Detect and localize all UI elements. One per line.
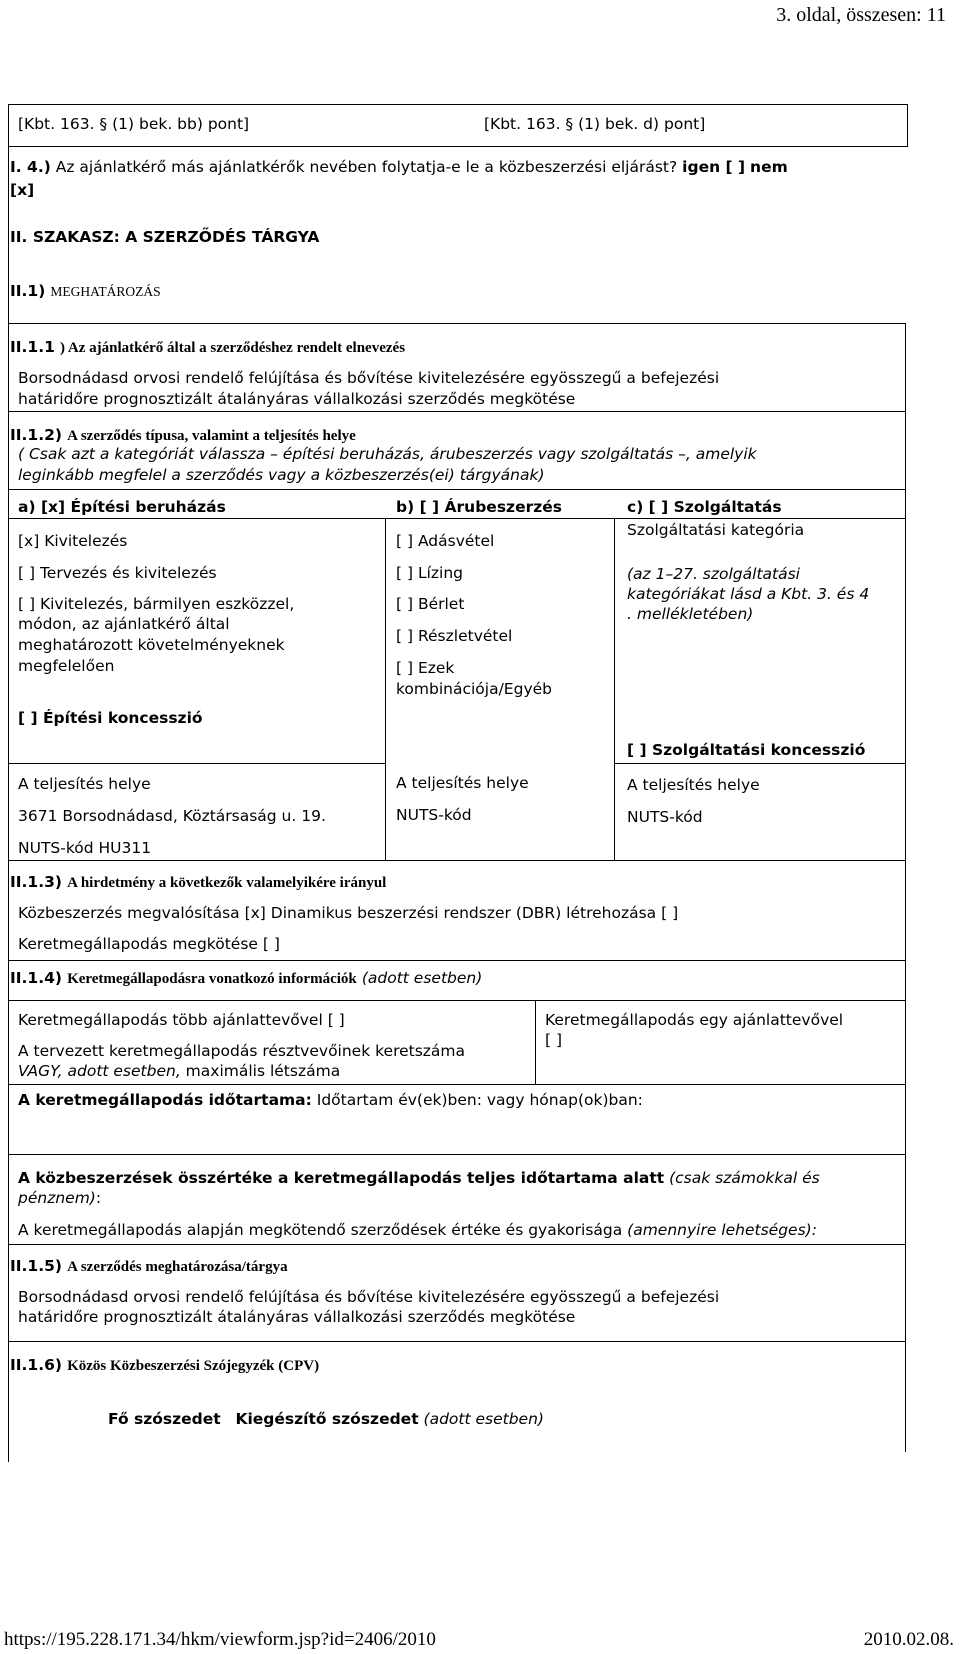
ii14-heading — [10, 968, 482, 989]
row-line-ii15 — [8, 1244, 906, 1245]
col-a-concession: [ ] Építési koncesszió — [18, 709, 203, 727]
col-a-place-label: A teljesítés helye — [18, 775, 151, 793]
col-b-item-4: [ ] Részletvétel — [396, 627, 513, 645]
ii14-title-note: (adott esetben) — [361, 969, 483, 987]
row-line-ii16 — [8, 1341, 906, 1342]
ii12-title: A szerződés típusa, valamint a teljesítés helye — [67, 428, 356, 444]
ii12-num: II.1.2) — [10, 426, 62, 444]
i4-no-box: [x] — [10, 181, 35, 199]
ii16-cpv-row — [108, 1409, 544, 1430]
ii16-title: Közös Közbeszerzési Szójegyzék (CPV) — [67, 1358, 320, 1374]
ii15-line1: Borsodnádasd orvosi rendelő felújítása és bővítése kivitelezésére egyösszegű a befejezési — [18, 1288, 720, 1306]
ii16-heading — [10, 1355, 319, 1376]
section2-title: II. SZAKASZ: A SZERZŐDÉS TÁRGYA — [10, 228, 320, 246]
col-b-head: b) [ ] Árubeszerzés — [396, 498, 562, 516]
ii14-duration-bold: A keretmegállapodás időtartama: — [18, 1091, 312, 1109]
col-a-place-line — [8, 763, 386, 764]
ii14-total-note2: pénznem) — [18, 1189, 96, 1207]
ii11-line2: határidőre prognosztizált átalányáras vállalkozási szerződés megkötése — [18, 390, 576, 408]
i4-label: I. 4.) — [10, 158, 51, 176]
ii13-line1: Közbeszerzés megvalósítása [x] Dinamikus beszerzési rendszer (DBR) létrehozása [ ] — [18, 904, 679, 922]
i4-no: nem — [750, 158, 788, 176]
i4-line1 — [10, 157, 788, 178]
col-c-place-line — [614, 763, 906, 764]
ii12-note1: ( Csak azt a kategóriát válassza – építési beruházás, árubeszerzés vagy szolgáltatás –, amelyik — [18, 445, 757, 463]
ii1-num: II.1) — [10, 282, 46, 300]
row-line-ii14-duration — [8, 1084, 906, 1085]
ii15-num: II.1.5) — [10, 1257, 62, 1275]
ii14-value-text: A keretmegállapodás alapján megkötendő szerződések értéke és gyakorisága — [18, 1221, 623, 1239]
col-c-nuts: NUTS-kód — [627, 808, 703, 826]
ii12-heading — [10, 425, 356, 446]
ii14-single-2: [ ] — [545, 1031, 563, 1049]
ii14-total-2 — [18, 1188, 101, 1209]
col-a-item-1: [x] Kivitelezés — [18, 532, 128, 550]
ii14-adott: , adott esetben, — [57, 1062, 181, 1080]
ii1-heading — [10, 281, 161, 302]
ii16-extra: Kiegészítő szószedet — [235, 1410, 419, 1428]
row-line-ii13 — [8, 860, 906, 861]
col-a-item-3: [ ] Kivitelezés, bármilyen eszközzel, — [18, 595, 295, 613]
col-c-head: c) [ ] Szolgáltatás — [627, 498, 782, 516]
ii13-num: II.1.3) — [10, 873, 62, 891]
ii14-duration — [18, 1090, 643, 1111]
ii12-note2: leginkább megfelel a szerződés vagy a közbeszerzés(ei) tárgyának) — [18, 466, 545, 484]
ii14-duration-rest: Időtartam év(ek)ben: vagy hónap(ok)ban: — [311, 1091, 643, 1109]
footer-url: https://195.228.171.34/hkm/viewform.jsp?id=2406/2010 — [4, 1629, 436, 1650]
ii14-participants-2 — [18, 1061, 340, 1082]
ii14-total-colon: : — [95, 1189, 102, 1207]
col-a-place-value: 3671 Borsodnádasd, Köztársaság u. 19. — [18, 807, 326, 825]
ii14-single-1: Keretmegállapodás egy ajánlattevővel — [545, 1011, 844, 1029]
col-a-nuts: NUTS-kód HU311 — [18, 839, 152, 857]
col-c-cat-note-1: (az 1–27. szolgáltatási — [627, 565, 800, 583]
row-line-categories — [8, 489, 906, 490]
ii14-total-1 — [18, 1168, 820, 1189]
row-line-ii11 — [8, 323, 906, 324]
col-a-item-6: megfelelően — [18, 657, 115, 675]
ref-right: [Kbt. 163. § (1) bek. d) pont] — [484, 115, 706, 133]
col-sep-bc — [614, 518, 615, 860]
ii14-multi: Keretmegállapodás több ajánlattevővel [ ] — [18, 1011, 345, 1029]
ii15-heading — [10, 1256, 288, 1277]
col-c-place-label: A teljesítés helye — [627, 776, 760, 794]
col-a-item-2: [ ] Tervezés és kivitelezés — [18, 564, 217, 582]
col-c-cat-note-3: . mellékletében) — [627, 605, 754, 623]
col-c-category: Szolgáltatási kategória — [627, 521, 805, 539]
row-line-ii12 — [8, 411, 906, 412]
ii11-title: ) Az ajánlatkérő által a szerződéshez rendelt elnevezés — [59, 340, 406, 356]
row-line-ii14-total — [8, 1154, 906, 1155]
page-indicator: 3. oldal, összesen: 11 — [776, 4, 946, 26]
col-a-item-5: meghatározott követelményeknek — [18, 636, 285, 654]
ii16-num: II.1.6) — [10, 1356, 62, 1374]
col-a-head: a) [x] Építési beruházás — [18, 498, 226, 516]
col-b-nuts: NUTS-kód — [396, 806, 472, 824]
row-line-col-heads — [8, 518, 906, 519]
col-b-item-2: [ ] Lízing — [396, 564, 463, 582]
ii14-total-note1: (csak számokkal és — [664, 1169, 820, 1187]
row-line-ii14-table — [8, 1000, 906, 1001]
col-b-item-6: kombinációja/Egyéb — [396, 680, 552, 698]
ii11-line1: Borsodnádasd orvosi rendelő felújítása és bővítése kivitelezésére egyösszegű a befejezési — [18, 369, 720, 387]
ii13-heading — [10, 872, 386, 893]
ii15-title: A szerződés meghatározása/tárgya — [67, 1259, 288, 1275]
col-a-item-4: módon, az ajánlatkérő által — [18, 615, 230, 633]
ii14-max: maximális létszáma — [180, 1062, 341, 1080]
ii13-title: A hirdetmény a következők valamelyikére irányul — [67, 875, 387, 891]
frame-right-line-1 — [907, 104, 908, 146]
ii14-total-bold: A közbeszerzések összértéke a keretmegállapodás teljes időtartama alatt — [18, 1169, 665, 1187]
col-b-item-5: [ ] Ezek — [396, 659, 455, 677]
row-line-refs — [8, 146, 908, 147]
frame-left-line — [8, 104, 9, 1462]
ii11-heading — [10, 337, 405, 358]
col-c-cat-note-2: kategóriákat lásd a Kbt. 3. és 4 — [627, 585, 870, 603]
ii1-title: MEGHATÁROZÁS — [50, 284, 161, 299]
ii16-extra-note: (adott esetben) — [418, 1410, 544, 1428]
footer-date: 2010.02.08. — [863, 1629, 954, 1650]
ii14-num: II.1.4) — [10, 969, 62, 987]
ii13-line2: Keretmegállapodás megkötése [ ] — [18, 935, 280, 953]
col-b-place-label: A teljesítés helye — [396, 774, 529, 792]
col-b-item-3: [ ] Bérlet — [396, 595, 465, 613]
frame-top-line — [8, 104, 908, 105]
frame-right-line-2 — [905, 323, 906, 1452]
ii14-value — [18, 1220, 817, 1241]
col-sep-ab — [385, 518, 386, 860]
ref-left: [Kbt. 163. § (1) bek. bb) pont] — [18, 115, 250, 133]
ii11-num: II.1.1 — [10, 338, 55, 356]
i4-yes: igen [ ] — [682, 158, 746, 176]
ii14-value-note: (amennyire lehetséges): — [622, 1221, 817, 1239]
ii16-main: Fő szószedet — [108, 1410, 221, 1428]
ii14-participants-1: A tervezett keretmegállapodás résztvevőinek keretszáma — [18, 1042, 466, 1060]
ii14-title: Keretmegállapodásra vonatkozó információk — [67, 971, 357, 987]
col-b-item-1: [ ] Adásvétel — [396, 532, 495, 550]
row-line-ii14 — [8, 960, 906, 961]
i4-question: Az ajánlatkérő más ajánlatkérők nevében folytatja-e le a közbeszerzési eljárást? — [55, 158, 678, 176]
col-c-concession: [ ] Szolgáltatási koncesszió — [627, 741, 866, 759]
ii14-vagy: VAGY — [18, 1062, 58, 1080]
ii15-line2: határidőre prognosztizált átalányáras vállalkozási szerződés megkötése — [18, 1308, 576, 1326]
ii14-col-sep — [535, 1000, 536, 1084]
